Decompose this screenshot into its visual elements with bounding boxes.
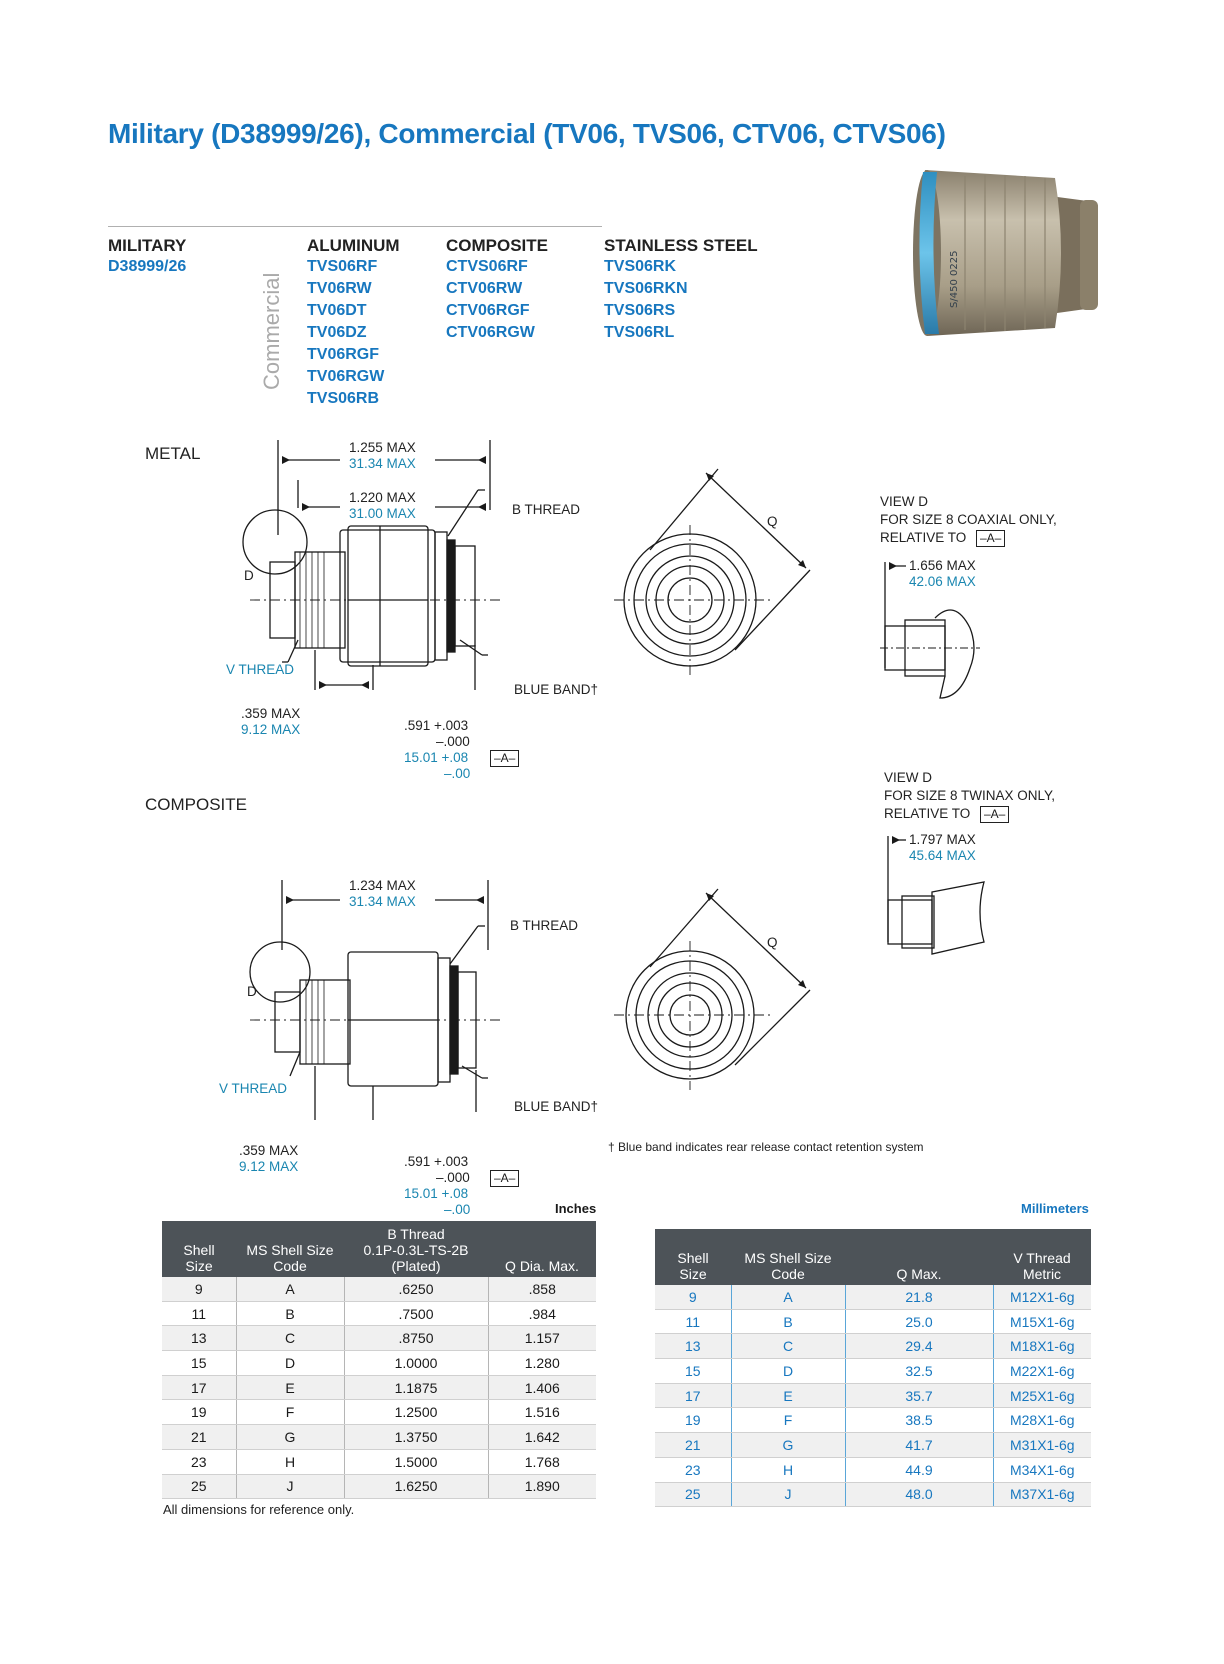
mm-table-header bbox=[655, 1229, 1091, 1285]
table-cell: G bbox=[731, 1433, 845, 1458]
table-cell: 21 bbox=[162, 1425, 236, 1450]
table-cell: 1.890 bbox=[488, 1474, 596, 1499]
stainless-heading: STAINLESS STEEL bbox=[604, 236, 758, 255]
composite-dim-591: .591 +.003 bbox=[404, 1154, 469, 1169]
metal-dim-1501: 15.01 +.08 bbox=[404, 750, 469, 765]
footnote: † Blue band indicates rear release contact retention system bbox=[608, 1140, 924, 1154]
table-cell: 25 bbox=[162, 1474, 236, 1499]
view-coax-dim-mm: 42.06 MAX bbox=[909, 574, 976, 589]
table-cell: 1.5000 bbox=[344, 1449, 488, 1474]
table-cell: 15 bbox=[655, 1359, 731, 1384]
composite-label: COMPOSITE bbox=[145, 795, 248, 814]
metal-d-label: D bbox=[244, 568, 254, 583]
inch-header-cell: Q Dia. Max. bbox=[488, 1221, 596, 1277]
table-cell: 17 bbox=[655, 1383, 731, 1408]
table-cell: .6250 bbox=[344, 1277, 488, 1301]
table-cell: 23 bbox=[162, 1449, 236, 1474]
table-cell: M31X1-6g bbox=[993, 1433, 1091, 1458]
table-cell: M37X1-6g bbox=[993, 1482, 1091, 1507]
table-cell: M34X1-6g bbox=[993, 1457, 1091, 1482]
aluminum-part: TV06RGW bbox=[307, 368, 385, 385]
table-cell: .984 bbox=[488, 1301, 596, 1326]
composite-column bbox=[446, 236, 548, 344]
table-cell: J bbox=[236, 1474, 344, 1499]
table-cell: 9 bbox=[162, 1277, 236, 1301]
table-cell: M12X1-6g bbox=[993, 1285, 1091, 1309]
table-cell: F bbox=[236, 1400, 344, 1425]
table-cell: 32.5 bbox=[845, 1359, 993, 1384]
table-row bbox=[162, 1474, 596, 1499]
table-row bbox=[655, 1359, 1091, 1384]
table-cell: M18X1-6g bbox=[993, 1334, 1091, 1359]
aluminum-part: TV06DT bbox=[307, 302, 367, 319]
metal-dim-591: .591 +.003 bbox=[404, 718, 469, 733]
inch-table bbox=[162, 1221, 596, 1499]
table-cell: E bbox=[731, 1383, 845, 1408]
composite-part: CTV06RGW bbox=[446, 324, 535, 341]
composite-q-label: Q bbox=[767, 935, 778, 950]
table-cell: .8750 bbox=[344, 1326, 488, 1351]
table-cell: 17 bbox=[162, 1375, 236, 1400]
composite-blue-band: BLUE BAND† bbox=[514, 1099, 599, 1114]
table-row bbox=[655, 1285, 1091, 1309]
commercial-label: Commercial bbox=[259, 272, 284, 390]
table-cell: 13 bbox=[655, 1334, 731, 1359]
table-row bbox=[655, 1309, 1091, 1334]
stainless-part: TVS06RK bbox=[604, 258, 677, 275]
table-cell: M25X1-6g bbox=[993, 1383, 1091, 1408]
view-coax-dim: 1.656 MAX bbox=[909, 558, 976, 573]
aluminum-column bbox=[307, 236, 400, 410]
composite-part: CTV06RGF bbox=[446, 302, 530, 319]
table-cell: 9 bbox=[655, 1285, 731, 1309]
table-cell: 21.8 bbox=[845, 1285, 993, 1309]
stainless-part: TVS06RKN bbox=[604, 280, 688, 297]
composite-dim-top-mm: 31.34 MAX bbox=[349, 894, 416, 909]
metal-blue-band: BLUE BAND† bbox=[514, 682, 599, 697]
table-cell: M22X1-6g bbox=[993, 1359, 1091, 1384]
table-cell: 1.0000 bbox=[344, 1351, 488, 1376]
inch-table-header bbox=[162, 1221, 596, 1277]
view-coax-title: VIEW D bbox=[880, 494, 929, 509]
table-cell: A bbox=[236, 1277, 344, 1301]
mm-header-cell: V Thread Metric bbox=[993, 1229, 1091, 1285]
composite-heading: COMPOSITE bbox=[446, 236, 549, 255]
table-row bbox=[162, 1351, 596, 1376]
table-cell: C bbox=[731, 1334, 845, 1359]
metal-datum: –A– bbox=[490, 750, 519, 767]
table-cell: 35.7 bbox=[845, 1383, 993, 1408]
table-cell: 1.516 bbox=[488, 1400, 596, 1425]
view-coax-relative: RELATIVE TO bbox=[880, 530, 967, 545]
table-cell: 25 bbox=[655, 1482, 731, 1507]
table-cell: 29.4 bbox=[845, 1334, 993, 1359]
metal-dim-top-mm: 31.34 MAX bbox=[349, 456, 416, 471]
metal-dim-1501b: –.00 bbox=[444, 766, 471, 781]
photo-marking: S/450 0225 bbox=[949, 250, 960, 308]
table-cell: B bbox=[236, 1301, 344, 1326]
table-cell: 21 bbox=[655, 1433, 731, 1458]
metal-dim-top: 1.255 MAX bbox=[349, 440, 416, 455]
mm-header-cell: Q Max. bbox=[845, 1229, 993, 1285]
view-twinax-relative: RELATIVE TO bbox=[884, 806, 971, 821]
table-cell: D bbox=[731, 1359, 845, 1384]
table-cell: H bbox=[731, 1457, 845, 1482]
table-cell: M28X1-6g bbox=[993, 1408, 1091, 1433]
composite-part: CTVS06RF bbox=[446, 258, 528, 275]
table-cell: 38.5 bbox=[845, 1408, 993, 1433]
connector-photo bbox=[905, 158, 1105, 348]
reference-note: All dimensions for reference only. bbox=[163, 1502, 355, 1517]
table-row bbox=[655, 1383, 1091, 1408]
table-cell: G bbox=[236, 1425, 344, 1450]
composite-datum: –A– bbox=[490, 1170, 519, 1187]
table-cell: 1.157 bbox=[488, 1326, 596, 1351]
view-coax-drawing bbox=[880, 558, 1000, 708]
stainless-column bbox=[604, 236, 758, 344]
military-heading: MILITARY bbox=[108, 236, 187, 255]
table-cell: 1.2500 bbox=[344, 1400, 488, 1425]
metal-label: METAL bbox=[145, 444, 201, 463]
table-row bbox=[162, 1375, 596, 1400]
table-cell: D bbox=[236, 1351, 344, 1376]
metal-q-label: Q bbox=[767, 514, 778, 529]
table-cell: 1.406 bbox=[488, 1375, 596, 1400]
header-rule bbox=[108, 226, 602, 227]
inch-header-cell: MS Shell Size Code bbox=[236, 1221, 344, 1277]
composite-end-view bbox=[610, 875, 840, 1115]
table-cell: 19 bbox=[162, 1400, 236, 1425]
composite-dim-359-mm: 9.12 MAX bbox=[239, 1159, 299, 1174]
table-row bbox=[162, 1277, 596, 1301]
table-row bbox=[162, 1400, 596, 1425]
composite-dim-1501b: –.00 bbox=[444, 1202, 471, 1217]
composite-d-label: D bbox=[247, 984, 257, 999]
metal-dim-2-mm: 31.00 MAX bbox=[349, 506, 416, 521]
view-twinax-title: VIEW D bbox=[884, 770, 933, 785]
table-cell: 15 bbox=[162, 1351, 236, 1376]
view-twinax-drawing bbox=[884, 832, 1004, 962]
metal-b-thread: B THREAD bbox=[512, 502, 581, 517]
table-cell: C bbox=[236, 1326, 344, 1351]
aluminum-heading: ALUMINUM bbox=[307, 236, 400, 255]
table-cell: H bbox=[236, 1449, 344, 1474]
mm-header-cell: MS Shell Size Code bbox=[731, 1229, 845, 1285]
metal-dim-359-mm: 9.12 MAX bbox=[241, 722, 301, 737]
inch-header-cell: B Thread 0.1P-0.3L-TS-2B (Plated) bbox=[344, 1221, 488, 1277]
table-row bbox=[162, 1301, 596, 1326]
mm-header-cell: Shell Size bbox=[655, 1229, 731, 1285]
aluminum-part: TV06RGF bbox=[307, 346, 380, 363]
military-column bbox=[108, 236, 186, 278]
composite-v-thread: V THREAD bbox=[219, 1081, 288, 1096]
table-cell: 23 bbox=[655, 1457, 731, 1482]
metal-v-thread: V THREAD bbox=[226, 662, 295, 677]
table-cell: E bbox=[236, 1375, 344, 1400]
aluminum-part: TVS06RB bbox=[307, 390, 380, 407]
table-cell: F bbox=[731, 1408, 845, 1433]
composite-b-thread: B THREAD bbox=[510, 918, 579, 933]
table-cell: 1.642 bbox=[488, 1425, 596, 1450]
table-cell: A bbox=[731, 1285, 845, 1309]
composite-dim-1501: 15.01 +.08 bbox=[404, 1186, 469, 1201]
view-twinax-desc: FOR SIZE 8 TWINAX ONLY, bbox=[884, 788, 1056, 803]
metal-end-view bbox=[610, 455, 840, 695]
mm-table bbox=[655, 1229, 1091, 1507]
view-twinax-datum: –A– bbox=[980, 806, 1009, 823]
table-cell: J bbox=[731, 1482, 845, 1507]
table-row bbox=[655, 1482, 1091, 1507]
table-cell: 1.6250 bbox=[344, 1474, 488, 1499]
table-cell: 13 bbox=[162, 1326, 236, 1351]
composite-dim-591b: –.000 bbox=[436, 1170, 470, 1185]
composite-dim-top: 1.234 MAX bbox=[349, 878, 416, 893]
metal-side-drawing bbox=[220, 440, 520, 690]
mm-units: Millimeters bbox=[1021, 1201, 1089, 1216]
table-cell: 1.1875 bbox=[344, 1375, 488, 1400]
inch-units: Inches bbox=[555, 1201, 597, 1216]
table-cell: 1.768 bbox=[488, 1449, 596, 1474]
table-cell: .7500 bbox=[344, 1301, 488, 1326]
view-twinax-dim-mm: 45.64 MAX bbox=[909, 848, 976, 863]
composite-dim-359: .359 MAX bbox=[239, 1143, 299, 1158]
table-cell: 44.9 bbox=[845, 1457, 993, 1482]
stainless-part: TVS06RL bbox=[604, 324, 675, 341]
table-row bbox=[162, 1326, 596, 1351]
table-cell: .858 bbox=[488, 1277, 596, 1301]
table-cell: 11 bbox=[162, 1301, 236, 1326]
table-row bbox=[655, 1433, 1091, 1458]
aluminum-part: TVS06RF bbox=[307, 258, 378, 275]
metal-dim-591b: –.000 bbox=[436, 734, 470, 749]
table-row bbox=[655, 1457, 1091, 1482]
table-cell: 19 bbox=[655, 1408, 731, 1433]
table-cell: 1.3750 bbox=[344, 1425, 488, 1450]
aluminum-part: TV06DZ bbox=[307, 324, 367, 341]
view-coax-datum: –A– bbox=[976, 530, 1005, 547]
inch-header-cell: Shell Size bbox=[162, 1221, 236, 1277]
military-part: D38999/26 bbox=[108, 258, 187, 275]
table-row bbox=[655, 1408, 1091, 1433]
composite-part: CTV06RW bbox=[446, 280, 523, 297]
table-row bbox=[162, 1425, 596, 1450]
page-title: Military (D38999/26), Commercial (TV06, TVS06, CTV06, CTVS06) bbox=[108, 118, 946, 149]
table-cell: 41.7 bbox=[845, 1433, 993, 1458]
view-coax-desc: FOR SIZE 8 COAXIAL ONLY, bbox=[880, 512, 1057, 527]
table-cell: B bbox=[731, 1309, 845, 1334]
metal-dim-359: .359 MAX bbox=[241, 706, 301, 721]
view-twinax-dim: 1.797 MAX bbox=[909, 832, 976, 847]
aluminum-part: TV06RW bbox=[307, 280, 372, 297]
table-cell: 48.0 bbox=[845, 1482, 993, 1507]
table-row bbox=[162, 1449, 596, 1474]
table-cell: 1.280 bbox=[488, 1351, 596, 1376]
table-row bbox=[655, 1334, 1091, 1359]
stainless-part: TVS06RS bbox=[604, 302, 676, 319]
table-cell: M15X1-6g bbox=[993, 1309, 1091, 1334]
table-cell: 11 bbox=[655, 1309, 731, 1334]
table-cell: 25.0 bbox=[845, 1309, 993, 1334]
metal-dim-2: 1.220 MAX bbox=[349, 490, 416, 505]
